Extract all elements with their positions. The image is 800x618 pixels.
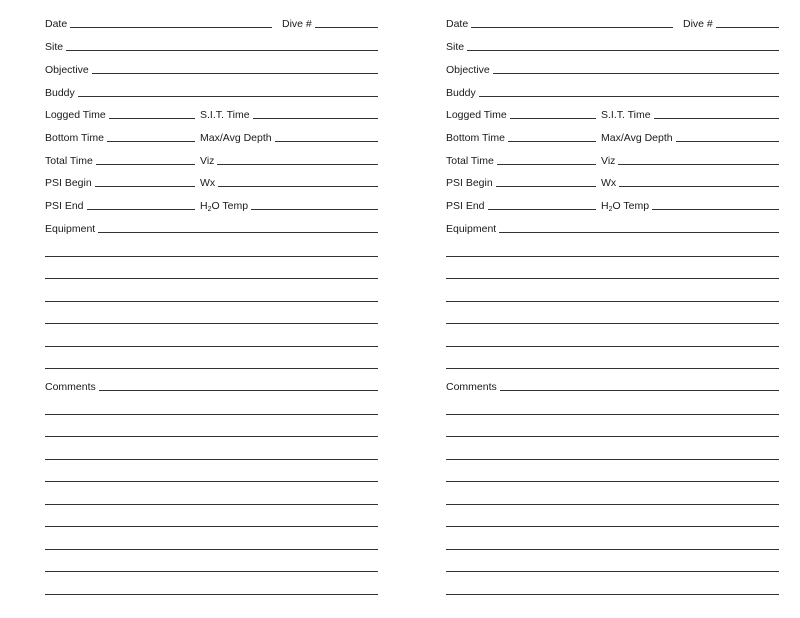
total-time-row	[446, 147, 779, 169]
max-avg-depth-field[interactable]	[275, 141, 378, 142]
psi-begin-label: PSI Begin	[446, 177, 493, 189]
max-avg-depth-label: Max/Avg Depth	[200, 132, 272, 144]
total-time-field[interactable]	[96, 164, 195, 165]
objective-field[interactable]	[92, 73, 378, 74]
comments-line[interactable]	[45, 549, 378, 550]
equipment-line[interactable]	[446, 368, 779, 369]
site-field[interactable]	[467, 50, 779, 51]
psi-begin-row	[446, 169, 779, 191]
comments-line[interactable]	[446, 414, 779, 415]
buddy-field[interactable]	[78, 96, 378, 97]
bottom-time-field[interactable]	[508, 141, 596, 142]
total-time-field[interactable]	[497, 164, 596, 165]
viz-field[interactable]	[217, 164, 378, 165]
total-time-label: Total Time	[446, 155, 494, 167]
site-field[interactable]	[66, 50, 378, 51]
dive-number-field[interactable]	[315, 27, 378, 28]
equipment-line[interactable]	[446, 346, 779, 347]
comments-line[interactable]	[45, 459, 378, 460]
viz-field[interactable]	[618, 164, 779, 165]
buddy-label: Buddy	[45, 87, 75, 99]
buddy-label: Buddy	[446, 87, 476, 99]
comments-line[interactable]	[446, 571, 779, 572]
objective-row	[446, 56, 779, 78]
objective-row	[45, 56, 378, 78]
wx-field[interactable]	[619, 186, 779, 187]
equipment-line[interactable]	[45, 256, 378, 257]
psi-end-row	[446, 192, 779, 214]
equipment-line[interactable]	[45, 301, 378, 302]
wx-label: Wx	[601, 177, 617, 189]
buddy-row	[45, 79, 378, 101]
site-row	[446, 33, 779, 55]
date-label: Date	[446, 18, 469, 30]
comments-field[interactable]	[99, 390, 378, 391]
psi-begin-field[interactable]	[95, 186, 195, 187]
psi-begin-field[interactable]	[496, 186, 596, 187]
buddy-row	[446, 79, 779, 101]
equipment-field[interactable]	[98, 232, 378, 233]
date-row	[446, 10, 779, 32]
psi-end-field[interactable]	[87, 209, 195, 210]
psi-begin-row	[45, 169, 378, 191]
comments-line[interactable]	[446, 594, 779, 595]
equipment-line[interactable]	[446, 256, 779, 257]
total-time-row	[45, 147, 378, 169]
logged-time-row	[45, 101, 378, 123]
objective-label: Objective	[45, 64, 89, 76]
equipment-line[interactable]	[45, 346, 378, 347]
dive-number-label: Dive #	[282, 18, 312, 30]
equipment-label: Equipment	[45, 223, 96, 235]
bottom-time-label: Bottom Time	[45, 132, 104, 144]
comments-line[interactable]	[45, 526, 378, 527]
site-label: Site	[45, 41, 64, 53]
h2o-temp-label: $H_2O$ Temp	[200, 200, 249, 213]
sit-time-field[interactable]	[253, 118, 378, 119]
comments-line[interactable]	[446, 526, 779, 527]
site-label: Site	[446, 41, 465, 53]
equipment-line[interactable]	[45, 278, 378, 279]
equipment-label: Equipment	[446, 223, 497, 235]
equipment-line[interactable]	[45, 368, 378, 369]
bottom-time-row	[446, 124, 779, 146]
h2o-temp-label: $H_2O$ Temp	[601, 200, 650, 213]
logged-time-row	[446, 101, 779, 123]
comments-line[interactable]	[45, 481, 378, 482]
comments-line[interactable]	[45, 414, 378, 415]
wx-label: Wx	[200, 177, 216, 189]
viz-label: Viz	[601, 155, 616, 167]
psi-begin-label: PSI Begin	[45, 177, 92, 189]
date-field[interactable]	[471, 27, 673, 28]
max-avg-depth-field[interactable]	[676, 141, 779, 142]
viz-label: Viz	[200, 155, 215, 167]
dive-number-label: Dive #	[683, 18, 713, 30]
comments-row	[446, 373, 779, 395]
psi-end-label: PSI End	[446, 200, 485, 212]
logged-time-label: Logged Time	[45, 109, 106, 121]
date-field[interactable]	[70, 27, 272, 28]
comments-field[interactable]	[500, 390, 779, 391]
comments-label: Comments	[45, 381, 96, 393]
comments-row	[45, 373, 378, 395]
equipment-line[interactable]	[446, 301, 779, 302]
psi-end-label: PSI End	[45, 200, 84, 212]
sit-time-label: S.I.T. Time	[601, 109, 651, 121]
comments-line[interactable]	[45, 571, 378, 572]
logged-time-label: Logged Time	[446, 109, 507, 121]
date-label: Date	[45, 18, 68, 30]
comments-line[interactable]	[45, 436, 378, 437]
equipment-field[interactable]	[499, 232, 779, 233]
date-row	[45, 10, 378, 32]
logged-time-field[interactable]	[109, 118, 195, 119]
h2o-temp-field[interactable]	[251, 209, 378, 210]
comments-line[interactable]	[446, 459, 779, 460]
buddy-field[interactable]	[479, 96, 779, 97]
sit-time-label: S.I.T. Time	[200, 109, 250, 121]
comments-line[interactable]	[446, 504, 779, 505]
bottom-time-row	[45, 124, 378, 146]
sit-time-field[interactable]	[654, 118, 779, 119]
equipment-line[interactable]	[446, 278, 779, 279]
h2o-temp-field[interactable]	[652, 209, 779, 210]
equipment-line[interactable]	[45, 323, 378, 324]
psi-end-field[interactable]	[488, 209, 596, 210]
objective-field[interactable]	[493, 73, 779, 74]
bottom-time-label: Bottom Time	[446, 132, 505, 144]
dive-number-field[interactable]	[716, 27, 779, 28]
equipment-line[interactable]	[446, 323, 779, 324]
wx-field[interactable]	[218, 186, 378, 187]
comments-line[interactable]	[446, 436, 779, 437]
psi-end-row	[45, 192, 378, 214]
comments-label: Comments	[446, 381, 497, 393]
equipment-row	[45, 215, 378, 237]
equipment-row	[446, 215, 779, 237]
comments-line[interactable]	[446, 481, 779, 482]
comments-line[interactable]	[45, 594, 378, 595]
comments-line[interactable]	[446, 549, 779, 550]
comments-line[interactable]	[45, 504, 378, 505]
total-time-label: Total Time	[45, 155, 93, 167]
bottom-time-field[interactable]	[107, 141, 195, 142]
site-row	[45, 33, 378, 55]
max-avg-depth-label: Max/Avg Depth	[601, 132, 673, 144]
logged-time-field[interactable]	[510, 118, 596, 119]
objective-label: Objective	[446, 64, 490, 76]
